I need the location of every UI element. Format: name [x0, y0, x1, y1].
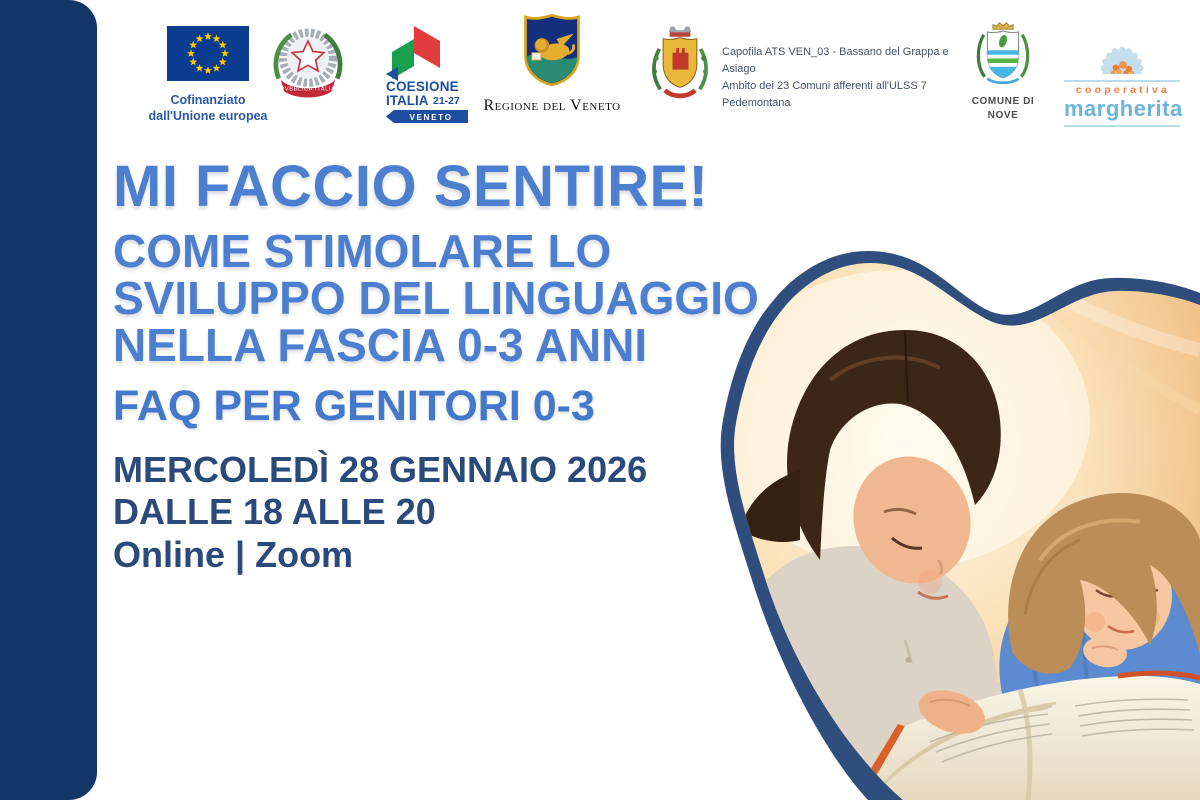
coesione-banner-label: VENETO — [409, 112, 453, 122]
event-time: DALLE 18 ALLE 20 — [113, 491, 436, 533]
nove-crest-icon — [972, 20, 1034, 86]
event-platform: Online | Zoom — [113, 533, 354, 575]
photo-region — [700, 230, 1200, 800]
left-accent-bar — [0, 0, 97, 800]
capofila-ats-logo — [650, 22, 950, 112]
mother-child-reading-photo — [700, 230, 1200, 800]
event-audience: FAQ PER GENITORI 0-3 — [113, 381, 595, 430]
event-subtitle-line3: NELLA FASCIA 0-3 ANNI — [113, 318, 648, 371]
margherita-top-rule — [1064, 80, 1180, 82]
italian-republic-logo — [258, 16, 358, 115]
event-subtitle-line1: COME STIMOLARE LO — [113, 225, 612, 277]
eu-flag-icon — [167, 26, 249, 81]
italian-republic-emblem-icon — [261, 16, 355, 110]
margherita-word1: cooperativa — [1075, 84, 1171, 96]
capofila-line2: Ambito dei 23 Comuni afferenti all'ULSS 7 Pedemontana — [722, 80, 927, 110]
event-title: MI FACCIO SENTIRE! — [113, 154, 709, 219]
margherita-word2: margherita — [1064, 96, 1183, 121]
coesione-word2: ITALIA — [386, 93, 429, 108]
nove-caption-line2: NOVE — [987, 109, 1019, 121]
event-date: MERCOLEDÌ 28 GENNAIO 2026 — [113, 448, 648, 490]
bassano-crest-icon — [650, 22, 710, 106]
comune-di-nove-logo — [958, 20, 1048, 122]
coesione-italia-icon — [384, 24, 474, 124]
eu-caption-line1: Cofinanziato — [170, 93, 246, 107]
event-subtitle-line2: SVILUPPO DEL LINGUAGGIO — [113, 271, 759, 324]
capofila-line1: Capofila ATS VEN_03 - Bassano del Grappa e Asiago — [722, 46, 949, 76]
republic-banner-label: REPVBBLICA ITALIANA — [271, 86, 345, 93]
margherita-bottom-rule — [1064, 125, 1180, 127]
coesione-word1: COESIONE — [386, 79, 459, 94]
cooperativa-margherita-logo — [1064, 28, 1183, 129]
regione-veneto-logo — [462, 12, 642, 115]
regione-veneto-label: Regione del Veneto — [483, 97, 621, 114]
veneto-shield-icon — [520, 12, 584, 88]
coesione-years: 21-27 — [433, 95, 460, 107]
margherita-daisy-icon — [1066, 28, 1178, 74]
eu-caption-line2: dall'Unione europea — [148, 108, 268, 123]
nove-caption-line1: COMUNE DI — [971, 96, 1035, 107]
